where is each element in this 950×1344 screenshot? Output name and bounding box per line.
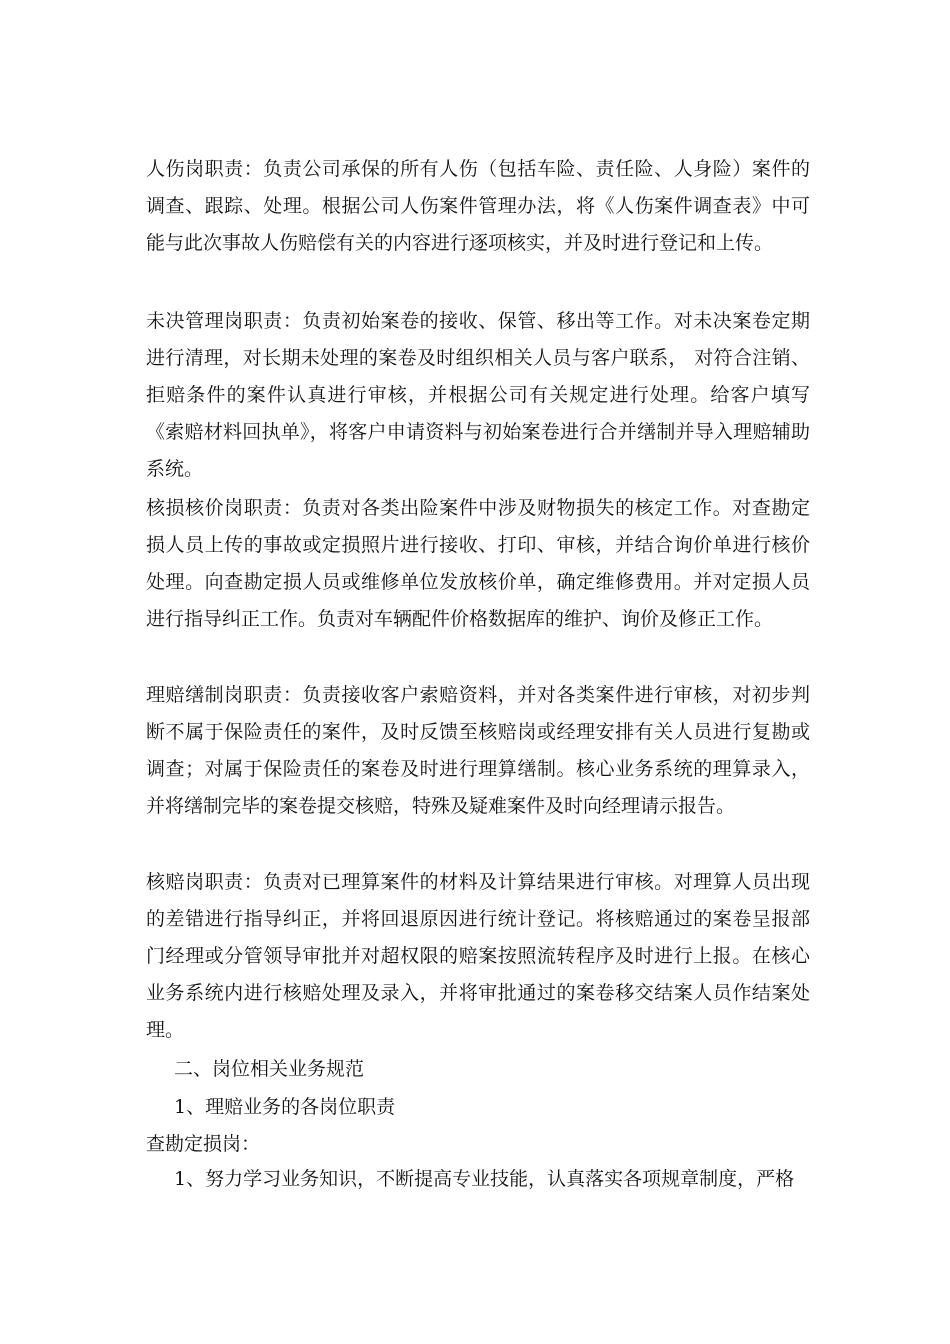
paragraph-claim-verification-role: 核赔岗职责：负责对已理算案件的材料及计算结果进行审核。对理算人员出现的差错进行指导纠正，并将回退原因进行统计登记。将核赔通过的案卷呈报部门经理或分管领导审批并对超权限的赔案按照流转程序及时进行上报。在核心业务系统内进行核赔处理及录入，并将审批通过的案卷移交结案人员作结案处理。 bbox=[146, 871, 810, 1041]
list-item: 1、努力学习业务知识，不断提高专业技能，认真落实各项规章制度，严格 bbox=[174, 1168, 795, 1190]
paragraph-injury-role: 人伤岗职责：负责公司承保的所有人伤（包括车险、责任险、人身险）案件的调查、跟踪、处理。根据公司人伤案件管理办法，将《人伤案件调查表》中可能与此次事故人伤赔偿有关的内容进行逐项核实，并及时进行登记和上传。 bbox=[146, 158, 810, 254]
paragraph-pending-management-role: 未决管理岗职责：负责初始案卷的接收、保管、移出等工作。对未决案卷定期进行清理，对长期未处理的案卷及时组织相关人员与客户联系， 对符合注销、拒赔条件的案件认真进行审核，并根据公司有关规定进行处理。给客户填写《索赔材料回执单》，将客户申请资料与初始案卷进行合并缮制并导入理赔辅助系统。 bbox=[146, 310, 810, 480]
role-label: 查勘定损岗： bbox=[146, 1133, 261, 1155]
subsection-heading: 1、理赔业务的各岗位职责 bbox=[174, 1096, 396, 1118]
paragraph-loss-assessment-role: 核损核价岗职责：负责对各类出险案件中涉及财物损失的核定工作。对查勘定损人员上传的事故或定损照片进行接收、打印、审核，并结合询价单进行核价处理。向查勘定损人员或维修单位发放核价单，确定维修费用。并对定损人员进行指导纠正工作。负责对车辆配件价格数据库的维护、询价及修正工作。 bbox=[146, 497, 810, 630]
paragraph-claim-preparation-role: 理赔缮制岗职责：负责接收客户索赔资料，并对各类案件进行审核，对初步判断不属于保险责任的案件，及时反馈至核赔岗或经理安排有关人员进行复勘或调查；对属于保险责任的案卷及时进行理算缮制。核心业务系统的理算录入，并将缮制完毕的案卷提交核赔，特殊及疑难案件及时向经理请示报告。 bbox=[146, 684, 810, 817]
section-heading: 二、岗位相关业务规范 bbox=[174, 1058, 365, 1080]
